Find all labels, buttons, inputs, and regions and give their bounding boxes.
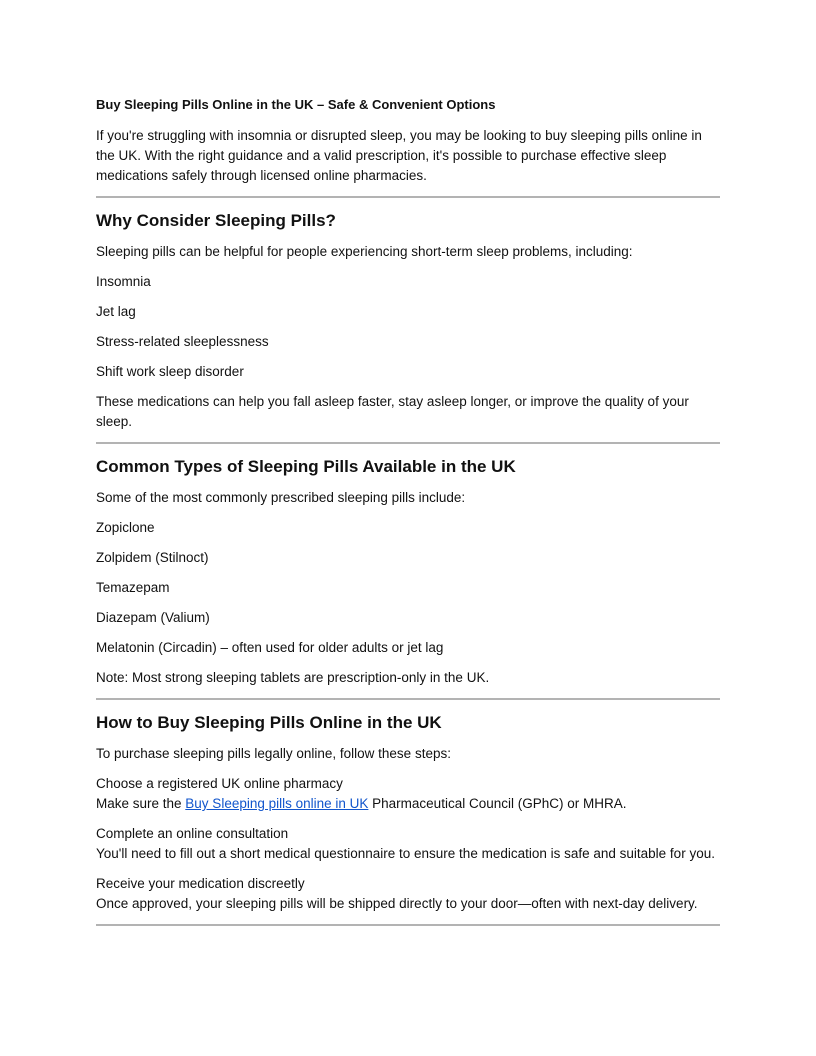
list-item: Zolpidem (Stilnoct) [96,550,209,565]
step-item [96,874,720,914]
list-item: Melatonin (Circadin) – often used for older adults or jet lag [96,640,444,655]
document-title: Buy Sleeping Pills Online in the UK – Safe & Convenient Options [96,97,496,112]
intro-paragraph: If you're struggling with insomnia or disrupted sleep, you may be looking to buy sleeping pills online in the UK. With the right guidance and a valid prescription, it's possible to purchase effective sleep medications safely through licensed online pharmacies. [96,128,702,183]
step-title: Receive your medication discreetly [96,876,305,891]
section-heading-why: Why Consider Sleeping Pills? [96,211,336,230]
step-title: Choose a registered UK online pharmacy [96,776,343,791]
section2-lead: Some of the most commonly prescribed sleeping pills include: [96,490,466,505]
section-divider [96,698,720,700]
step-detail-suffix: Pharmaceutical Council (GPhC) or MHRA. [368,796,627,811]
section-divider [96,442,720,444]
list-item: Diazepam (Valium) [96,610,210,625]
list-item: Jet lag [96,304,136,319]
list-item: Shift work sleep disorder [96,364,244,379]
list-item: Zopiclone [96,520,155,535]
step-detail: Once approved, your sleeping pills will be shipped directly to your door—often with next-day delivery. [96,896,698,911]
list-item: Temazepam [96,580,170,595]
section-divider [96,196,720,198]
step-detail: You'll need to fill out a short medical questionnaire to ensure the medication is safe and suitable for you. [96,846,715,861]
step-item [96,824,720,864]
section1-closing: These medications can help you fall asleep faster, stay asleep longer, or improve the quality of your sleep. [96,394,689,429]
step-title: Complete an online consultation [96,826,289,841]
section3-lead: To purchase sleeping pills legally online, follow these steps: [96,746,451,761]
section1-lead: Sleeping pills can be helpful for people experiencing short-term sleep problems, including: [96,244,633,259]
section-divider [96,924,720,926]
section-heading-types: Common Types of Sleeping Pills Available in the UK [96,457,516,476]
list-item: Insomnia [96,274,151,289]
section-heading-how: How to Buy Sleeping Pills Online in the UK [96,713,442,732]
step-detail [96,794,720,814]
step-detail-prefix: Make sure the [96,796,186,811]
list-item: Stress-related sleeplessness [96,334,269,349]
pharmacy-link[interactable]: Buy Sleeping pills online in UK [185,796,369,811]
document-page [96,96,720,926]
step-item [96,774,720,814]
section2-note: Note: Most strong sleeping tablets are prescription-only in the UK. [96,670,490,685]
